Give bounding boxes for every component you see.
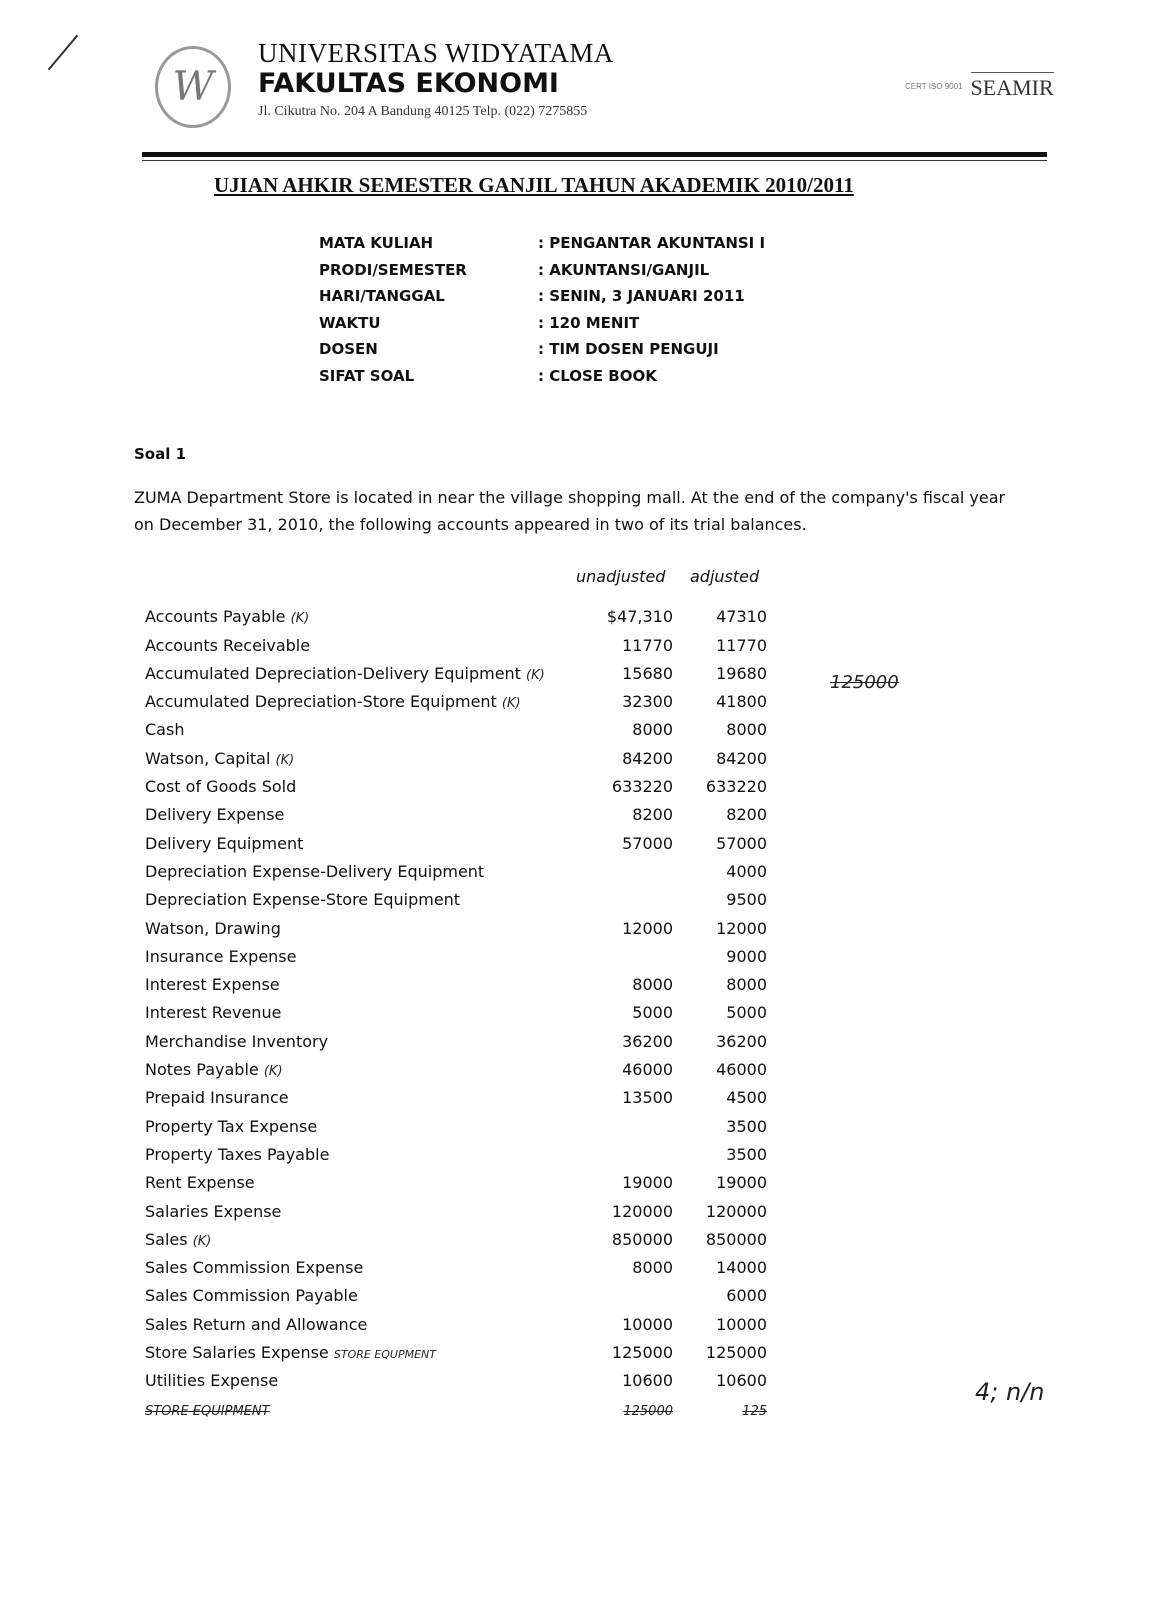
info-value: : 120 MENIT — [538, 313, 640, 332]
adjusted-amount: 9000 — [726, 946, 767, 966]
account-name: Cash — [145, 720, 185, 740]
adjusted-amount: 8000 — [726, 720, 767, 740]
handwritten-note: (K) — [275, 752, 295, 768]
info-row — [319, 287, 765, 314]
unadjusted-amount: 19000 — [622, 1173, 673, 1193]
table-row — [145, 1277, 767, 1305]
account-name: Insurance Expense — [145, 946, 297, 966]
table-row — [145, 711, 767, 739]
adjusted-amount: 125 — [742, 1403, 767, 1419]
account-name: Cost of Goods Sold — [145, 777, 297, 797]
adjusted-amount: 14000 — [716, 1258, 767, 1278]
unadjusted-amount: 125000 — [611, 1343, 673, 1363]
info-value: : AKUNTANSI/GANJIL — [538, 260, 710, 279]
unadjusted-amount: 15680 — [622, 663, 673, 683]
certification-logos — [905, 72, 1054, 101]
adjusted-amount: 12000 — [716, 918, 767, 938]
exam-info — [319, 234, 765, 394]
address: Jl. Cikutra No. 204 A Bandung 40125 Telp. (022) 7275855 — [258, 104, 588, 119]
iso-cert-logo: CERT ISO 9001 — [905, 82, 963, 91]
university-name: UNIVERSITAS WIDYATAMA — [258, 38, 614, 68]
table-row — [145, 909, 767, 937]
header-divider — [142, 152, 1047, 157]
unadjusted-amount: 46000 — [622, 1060, 673, 1080]
info-row — [319, 367, 765, 394]
info-value: : TIM DOSEN PENGUJI — [538, 340, 719, 359]
adjusted-amount: 125000 — [705, 1343, 767, 1363]
table-row — [145, 994, 767, 1022]
handwritten-note: (K) — [526, 667, 545, 683]
handwritten-page-mark: 4; n/n — [975, 1378, 1045, 1406]
table-row — [145, 1079, 767, 1107]
unadjusted-amount: 32300 — [622, 692, 673, 712]
partner-logo: SEAMIR — [971, 72, 1054, 101]
header-divider-thin — [142, 160, 1047, 161]
question-heading: Soal 1 — [134, 445, 187, 463]
adjusted-amount: 120000 — [705, 1201, 767, 1221]
info-row — [319, 340, 765, 367]
account-name: Depreciation Expense-Store Equipment — [145, 890, 461, 910]
info-key: HARI/TANGGAL — [319, 287, 445, 306]
adjusted-amount: 3500 — [726, 1144, 767, 1164]
account-name: Rent Expense — [145, 1173, 255, 1193]
table-row — [145, 739, 767, 767]
unadjusted-amount: 8000 — [632, 1258, 673, 1278]
account-name: Utilities Expense — [145, 1371, 279, 1391]
account-name: Store Salaries Expense STORE EQUPMENT — [145, 1343, 437, 1363]
table-row — [145, 1136, 767, 1164]
table-row — [145, 1107, 767, 1135]
adjusted-amount: 10600 — [716, 1371, 767, 1391]
adjusted-amount: 6000 — [726, 1286, 767, 1306]
account-name: Delivery Expense — [145, 805, 285, 825]
account-name: Sales Commission Expense — [145, 1258, 364, 1278]
account-name: Notes Payable (K) — [145, 1060, 283, 1080]
pen-mark — [48, 35, 78, 71]
adjusted-amount: 41800 — [716, 692, 767, 712]
table-row — [145, 1051, 767, 1079]
table-row — [145, 683, 767, 711]
table-row — [145, 598, 767, 626]
adjusted-amount: 633220 — [705, 777, 767, 797]
info-key: PRODI/SEMESTER — [319, 260, 467, 279]
exam-title: UJIAN AHKIR SEMESTER GANJIL TAHUN AKADEMIK 2010/2011 — [214, 173, 854, 197]
table-row — [145, 824, 767, 852]
adjusted-amount: 4000 — [726, 861, 767, 881]
info-value: : SENIN, 3 JANUARI 2011 — [538, 287, 745, 306]
handwritten-note: STORE EQUPMENT — [333, 1348, 437, 1362]
handwritten-note: (K) — [263, 1064, 283, 1080]
unadjusted-amount: 84200 — [622, 748, 673, 768]
info-key: WAKTU — [319, 313, 381, 332]
adjusted-amount: 46000 — [716, 1060, 767, 1080]
university-logo: W — [155, 46, 231, 128]
account-name: STORE EQUIPMENT — [145, 1403, 270, 1419]
adjusted-amount: 36200 — [716, 1031, 767, 1051]
account-name: Sales (K) — [145, 1229, 212, 1249]
handwritten-side-amount: 125000 — [830, 672, 899, 693]
info-key: DOSEN — [319, 340, 378, 359]
table-row — [145, 626, 767, 654]
table-row — [145, 1362, 767, 1390]
info-row — [319, 261, 765, 288]
info-key: SIFAT SOAL — [319, 366, 415, 385]
info-row — [319, 314, 765, 341]
table-row — [145, 655, 767, 683]
adjusted-amount: 3500 — [726, 1116, 767, 1136]
account-name: Prepaid Insurance — [145, 1088, 289, 1108]
table-row — [145, 768, 767, 796]
unadjusted-amount: 120000 — [611, 1201, 673, 1221]
account-name: Accounts Payable (K) — [145, 607, 310, 627]
account-name: Depreciation Expense-Delivery Equipment — [145, 861, 485, 881]
adjusted-amount: 4500 — [726, 1088, 767, 1108]
handwritten-note: (K) — [501, 696, 521, 712]
unadjusted-amount: 8000 — [632, 975, 673, 995]
table-row — [145, 881, 767, 909]
info-value: : PENGANTAR AKUNTANSI I — [538, 234, 766, 252]
unadjusted-amount: 8000 — [632, 720, 673, 740]
account-name: Watson, Drawing — [145, 918, 281, 938]
adjusted-amount: 9500 — [726, 890, 767, 910]
adjusted-amount: 19680 — [716, 663, 767, 683]
unadjusted-amount: 10000 — [622, 1314, 673, 1334]
account-name: Accumulated Depreciation-Delivery Equipment (K) — [145, 663, 545, 683]
info-key: MATA KULIAH — [319, 234, 434, 252]
table-row — [145, 1221, 767, 1249]
unadjusted-amount: 12000 — [622, 918, 673, 938]
table-row — [145, 1249, 767, 1277]
table-row — [145, 938, 767, 966]
adjusted-amount: 57000 — [716, 833, 767, 853]
adjusted-amount: 11770 — [716, 635, 767, 655]
table-row — [145, 853, 767, 881]
table-row — [145, 1390, 767, 1418]
unadjusted-amount: 633220 — [611, 777, 673, 797]
table-row — [145, 796, 767, 824]
unadjusted-amount: 125000 — [623, 1403, 673, 1419]
handwritten-note: (K) — [290, 611, 310, 627]
unadjusted-amount: $47,310 — [606, 607, 673, 627]
handwritten-note: (K) — [192, 1233, 212, 1249]
info-row — [319, 234, 765, 261]
account-name: Accumulated Depreciation-Store Equipment (K) — [145, 692, 521, 712]
unadjusted-amount: 13500 — [622, 1088, 673, 1108]
account-name: Interest Revenue — [145, 1003, 282, 1023]
account-name: Property Taxes Payable — [145, 1144, 330, 1164]
unadjusted-amount: 850000 — [611, 1229, 673, 1249]
account-name: Interest Expense — [145, 975, 280, 995]
adjusted-amount: 5000 — [726, 1003, 767, 1023]
table-row — [145, 1164, 767, 1192]
table-row — [145, 1305, 767, 1333]
unadjusted-amount: 10600 — [622, 1371, 673, 1391]
table-row — [145, 966, 767, 994]
unadjusted-amount: 57000 — [622, 833, 673, 853]
account-name: Sales Commission Payable — [145, 1286, 358, 1306]
account-name: Merchandise Inventory — [145, 1031, 329, 1051]
adjusted-amount: 47310 — [716, 607, 767, 627]
unadjusted-amount: 8200 — [632, 805, 673, 825]
account-name: Accounts Receivable — [145, 635, 311, 655]
table-row — [145, 1192, 767, 1220]
table-row — [145, 1022, 767, 1050]
trial-balance-table — [145, 598, 767, 1419]
unadjusted-amount: 36200 — [622, 1031, 673, 1051]
unadjusted-amount: 11770 — [622, 635, 673, 655]
unadjusted-amount: 5000 — [632, 1003, 673, 1023]
account-name: Salaries Expense — [145, 1201, 282, 1221]
adjusted-amount: 850000 — [705, 1229, 767, 1249]
table-row — [145, 1334, 767, 1362]
account-name: Sales Return and Allowance — [145, 1314, 368, 1334]
adjusted-amount: 84200 — [716, 748, 767, 768]
account-name: Property Tax Expense — [145, 1116, 318, 1136]
faculty-name: FAKULTAS EKONOMI — [258, 68, 559, 99]
adjusted-amount: 10000 — [716, 1314, 767, 1334]
adjusted-amount: 8200 — [726, 805, 767, 825]
column-header-unadjusted: unadjusted — [576, 567, 666, 586]
account-name: Delivery Equipment — [145, 833, 304, 853]
account-name: Watson, Capital (K) — [145, 748, 295, 768]
adjusted-amount: 8000 — [726, 975, 767, 995]
question-paragraph: ZUMA Department Store is located in near the village shopping mall. At the end of the company's fiscal year on December 31, 2010, the following accounts appeared in two of its trial balances. — [134, 488, 1006, 534]
info-value: : CLOSE BOOK — [538, 366, 657, 385]
column-header-adjusted: adjusted — [690, 567, 760, 586]
adjusted-amount: 19000 — [716, 1173, 767, 1193]
